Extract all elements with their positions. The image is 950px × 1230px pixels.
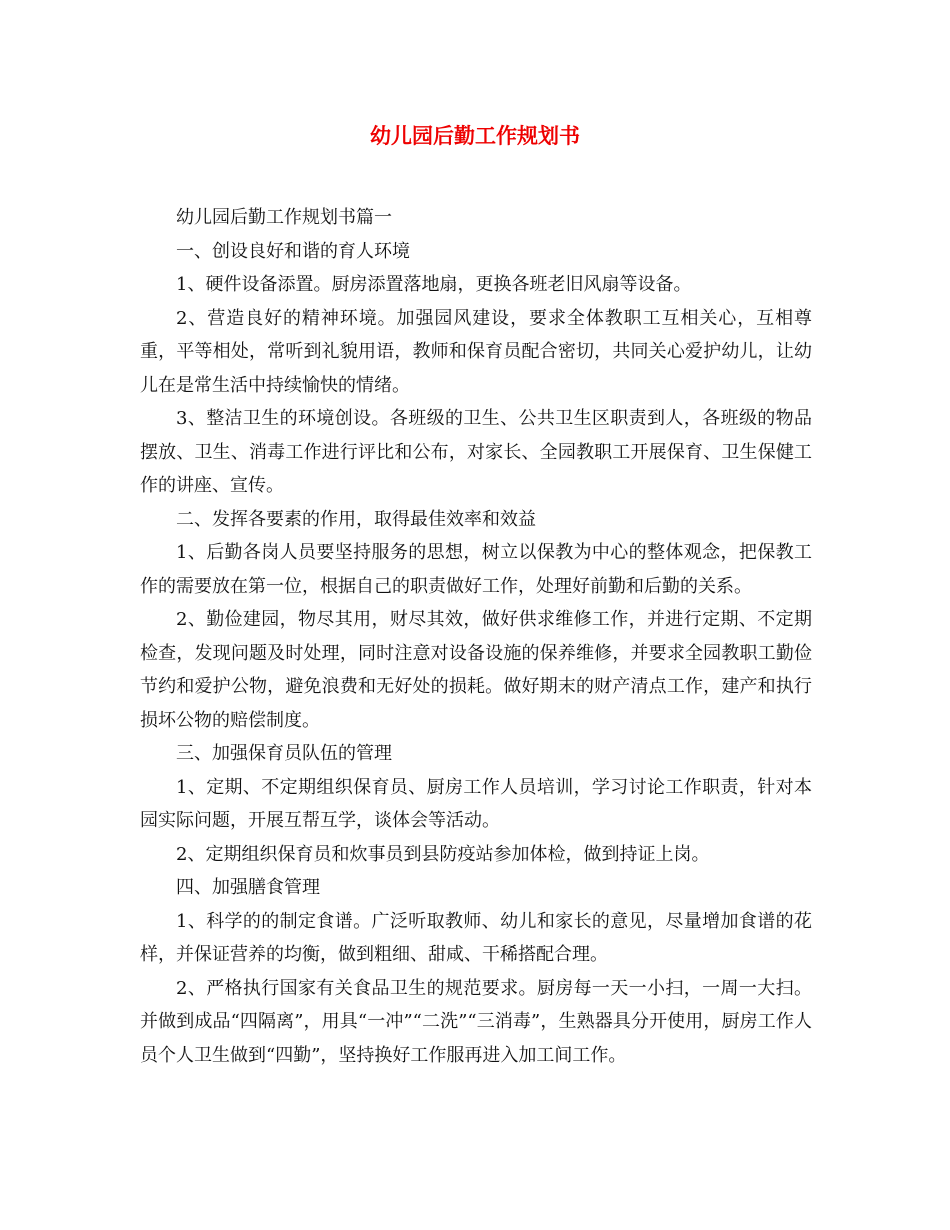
paragraph: 1、定期、不定期组织保育员、厨房工作人员培训，学习讨论工作职责，针对本园实际问题，开展互帮互学，谈体会等活动。 [140, 776, 812, 831]
paragraph: 1、科学的的制定食谱。广泛听取教师、幼儿和家长的意见，尽量增加食谱的花样，并保证营养的均衡，做到粗细、甜咸、干稀搭配合理。 [140, 910, 812, 965]
section-heading-3: 三、加强保育员队伍的管理 [176, 743, 392, 764]
paragraph: 2、勤俭建园，物尽其用，财尽其效，做好供求维修工作，并进行定期、不定期检查，发现问题及时处理，同时注意对设备设施的保养维修，并要求全园教职工勤俭节约和爱护公物，避免浪费和无好处的损耗。做好期末的财产清点工作，建产和执行损坏公物的赔偿制度。 [140, 609, 812, 731]
paragraph: 2、营造良好的精神环境。加强园风建设，要求全体教职工互相关心，互相尊重，平等相处，常听到礼貌用语，教师和保育员配合密切，共同关心爱护幼儿，让幼儿在是常生活中持续愉快的情绪。 [140, 307, 812, 396]
document-body [140, 201, 812, 1072]
document-title: 幼儿园后勤工作规划书 [370, 123, 580, 148]
paragraph: 2、定期组织保育员和炊事员到县防疫站参加体检，做到持证上岗。 [176, 843, 710, 865]
section-heading-1: 一、创设良好和谐的育人环境 [176, 240, 410, 262]
paragraph: 1、后勤各岗人员要坚持服务的思想，树立以保教为中心的整体观念，把保教工作的需要放在第一位，根据自己的职责做好工作，处理好前勤和后勤的关系。 [140, 542, 812, 597]
paragraph-subtitle: 幼儿园后勤工作规划书篇一 [176, 207, 392, 228]
paragraph: 3、整洁卫生的环境创设。各班级的卫生、公共卫生区职责到人，各班级的物品摆放、卫生、消毒工作进行评比和公布，对家长、全园教职工开展保育、卫生保健工作的讲座、宣传。 [140, 408, 812, 496]
section-heading-2: 二、发挥各要素的作用，取得最佳效率和效益 [176, 508, 536, 530]
paragraph: 2、严格执行国家有关食品卫生的规范要求。厨房每一天一小扫，一周一大扫。并做到成品“四隔离”，用具“一冲”“二洗”“三消毒”，生熟器具分开使用，厨房工作人员个人卫生做到“四勤”，坚持换好工作服再进入加工间工作。 [140, 977, 812, 1066]
section-heading-4: 四、加强膳食管理 [176, 877, 320, 898]
paragraph: 1、硬件设备添置。厨房添置落地扇，更换各班老旧风扇等设备。 [176, 274, 692, 295]
